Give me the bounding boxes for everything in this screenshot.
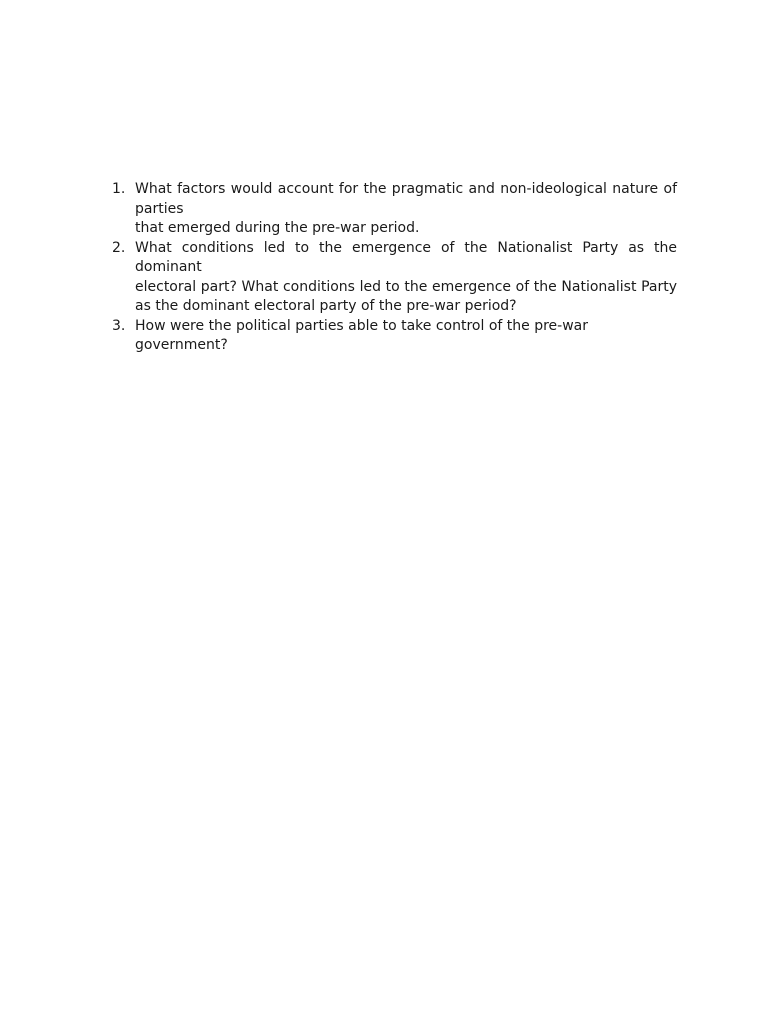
question-number: 1. bbox=[112, 181, 126, 197]
question-number: 2. bbox=[112, 239, 126, 256]
question-text-line: What factors would account for the pragmatic and non-ideological nature of bbox=[135, 181, 677, 197]
question-text-line: parties bbox=[135, 200, 184, 217]
question-number: 3. bbox=[112, 317, 126, 334]
question-text-line: What conditions led to the emergence of the Nationalist Party as the dominant bbox=[135, 239, 677, 275]
question-item-2 bbox=[108, 239, 677, 317]
question-list bbox=[108, 180, 677, 356]
question-item-3 bbox=[108, 317, 677, 356]
question-item-1 bbox=[108, 180, 677, 239]
question-text-line: How were the political parties able to take control of the pre-war government? bbox=[135, 317, 588, 353]
question-text-line: as the dominant electoral party of the pre-war period? bbox=[135, 298, 517, 314]
question-text-line: that emerged during the pre-war period. bbox=[135, 220, 420, 236]
question-text-line: electoral part? What conditions led to the emergence of the Nationalist Party bbox=[135, 278, 677, 295]
